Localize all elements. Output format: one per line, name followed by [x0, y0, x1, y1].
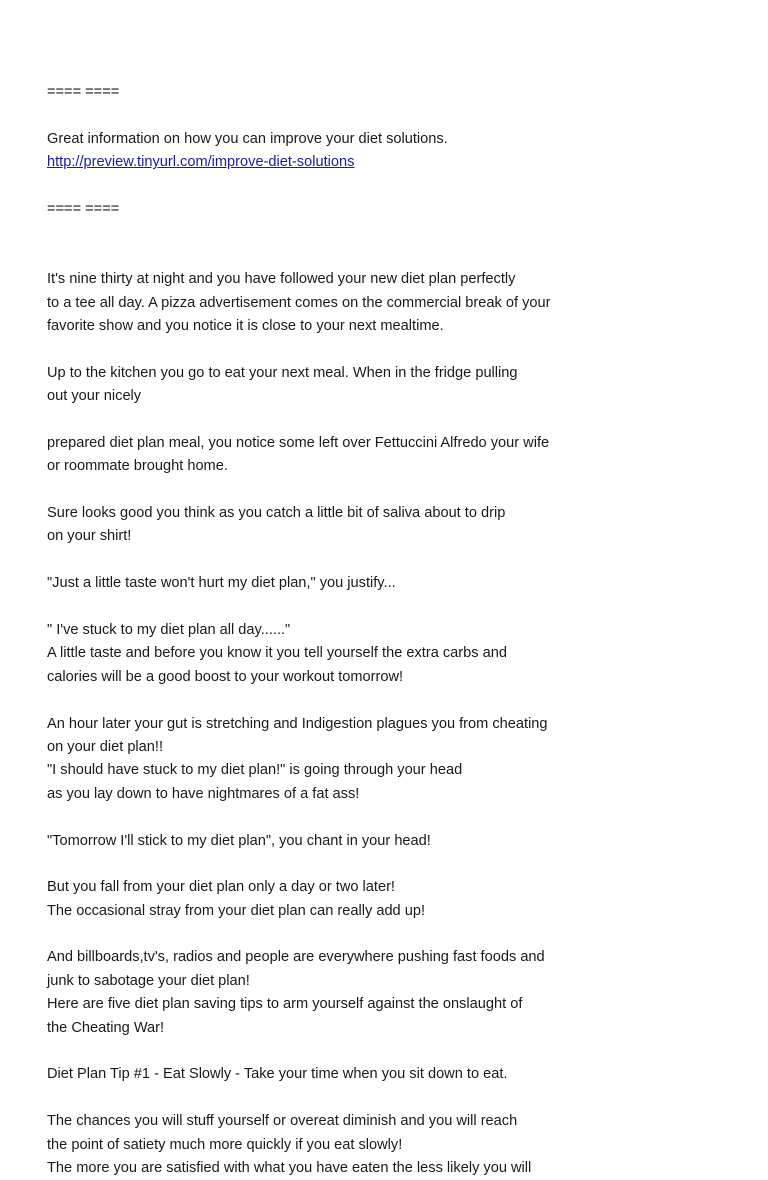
paragraph: [47, 362, 747, 409]
paragraph-line: " I've stuck to my diet plan all day......": [47, 622, 291, 638]
body-text: [47, 268, 747, 1180]
paragraph-line: favorite show and you notice it is close to your next mealtime.: [47, 317, 444, 334]
paragraph-line: A little taste and before you know it you tell yourself the extra carbs and: [47, 645, 507, 662]
spacer: [47, 1087, 747, 1110]
paragraph-line: out your nicely: [47, 388, 142, 405]
paragraph: [47, 1110, 747, 1180]
spacer: [47, 689, 747, 712]
paragraph-line: prepared diet plan meal, you notice some left over Fettuccini Alfredo your wife: [47, 434, 550, 451]
paragraph-line: or roommate brought home.: [47, 458, 228, 475]
spacer: [47, 549, 747, 572]
paragraph-line: The chances you will stuff yourself or overeat diminish and you will reach: [47, 1113, 518, 1130]
paragraph: [47, 830, 747, 853]
spacer: [47, 853, 747, 876]
paragraph-line: the point of satiety much more quickly if you eat slowly!: [47, 1136, 403, 1153]
paragraph-line: And billboards,tv's, radios and people are everywhere pushing fast foods and: [47, 949, 545, 966]
separator-top: ==== ====: [47, 84, 120, 100]
spacer: [47, 338, 747, 361]
spacer: [47, 221, 747, 268]
paragraph: [47, 619, 747, 689]
spacer: [47, 175, 747, 198]
paragraph: [47, 268, 747, 338]
paragraph-line: "I should have stuck to my diet plan!" is going through your head: [47, 762, 463, 779]
spacer: [47, 479, 747, 502]
paragraph-line: calories will be a good boost to your workout tomorrow!: [47, 668, 404, 685]
spacer: [47, 104, 747, 127]
intro-text: Great information on how you can improve your diet solutions.: [47, 130, 448, 147]
paragraph: [47, 713, 747, 807]
diet-solutions-link[interactable]: http://preview.tinyurl.com/improve-diet-solutions: [47, 154, 355, 171]
spacer: [47, 806, 747, 829]
paragraph: [47, 502, 747, 549]
link-line: [47, 151, 747, 174]
paragraph-line: "Tomorrow I'll stick to my diet plan", you chant in your head!: [47, 832, 431, 849]
paragraph-line: to a tee all day. A pizza advertisement comes on the commercial break of your: [47, 294, 551, 311]
spacer: [47, 408, 747, 431]
paragraph-line: Up to the kitchen you go to eat your next meal. When in the fridge pulling: [47, 364, 518, 381]
paragraph-line: junk to sabotage your diet plan!: [47, 972, 250, 989]
paragraph-line: The more you are satisfied with what you have eaten the less likely you will: [47, 1159, 532, 1176]
paragraph-line: the Cheating War!: [47, 1019, 165, 1036]
spacer: [47, 1040, 747, 1063]
paragraph-line: on your shirt!: [47, 528, 132, 545]
paragraph-line: on your diet plan!!: [47, 738, 164, 755]
paragraph-line: Here are five diet plan saving tips to arm yourself against the onslaught of: [47, 996, 523, 1013]
paragraph: [47, 572, 747, 595]
separator-bottom: ==== ====: [47, 200, 120, 217]
document-page: [47, 81, 747, 1180]
paragraph-line: But you fall from your diet plan only a day or two later!: [47, 879, 395, 896]
paragraph: [47, 432, 747, 479]
paragraph-line: Diet Plan Tip #1 - Eat Slowly - Take your time when you sit down to eat.: [47, 1066, 508, 1083]
paragraph-line: It's nine thirty at night and you have followed your new diet plan perfectly: [47, 271, 516, 288]
paragraph-line: Sure looks good you think as you catch a little bit of saliva about to drip: [47, 505, 506, 522]
paragraph: [47, 946, 747, 1040]
paragraph-line: An hour later your gut is stretching and Indigestion plagues you from cheating: [47, 715, 548, 732]
paragraph-line: as you lay down to have nightmares of a fat ass!: [47, 785, 360, 802]
paragraph-line: The occasional stray from your diet plan can really add up!: [47, 902, 426, 919]
paragraph: [47, 876, 747, 923]
paragraph-line: "Just a little taste won't hurt my diet plan," you justify...: [47, 575, 396, 592]
paragraph: [47, 1063, 747, 1086]
spacer: [47, 596, 747, 619]
spacer: [47, 923, 747, 946]
